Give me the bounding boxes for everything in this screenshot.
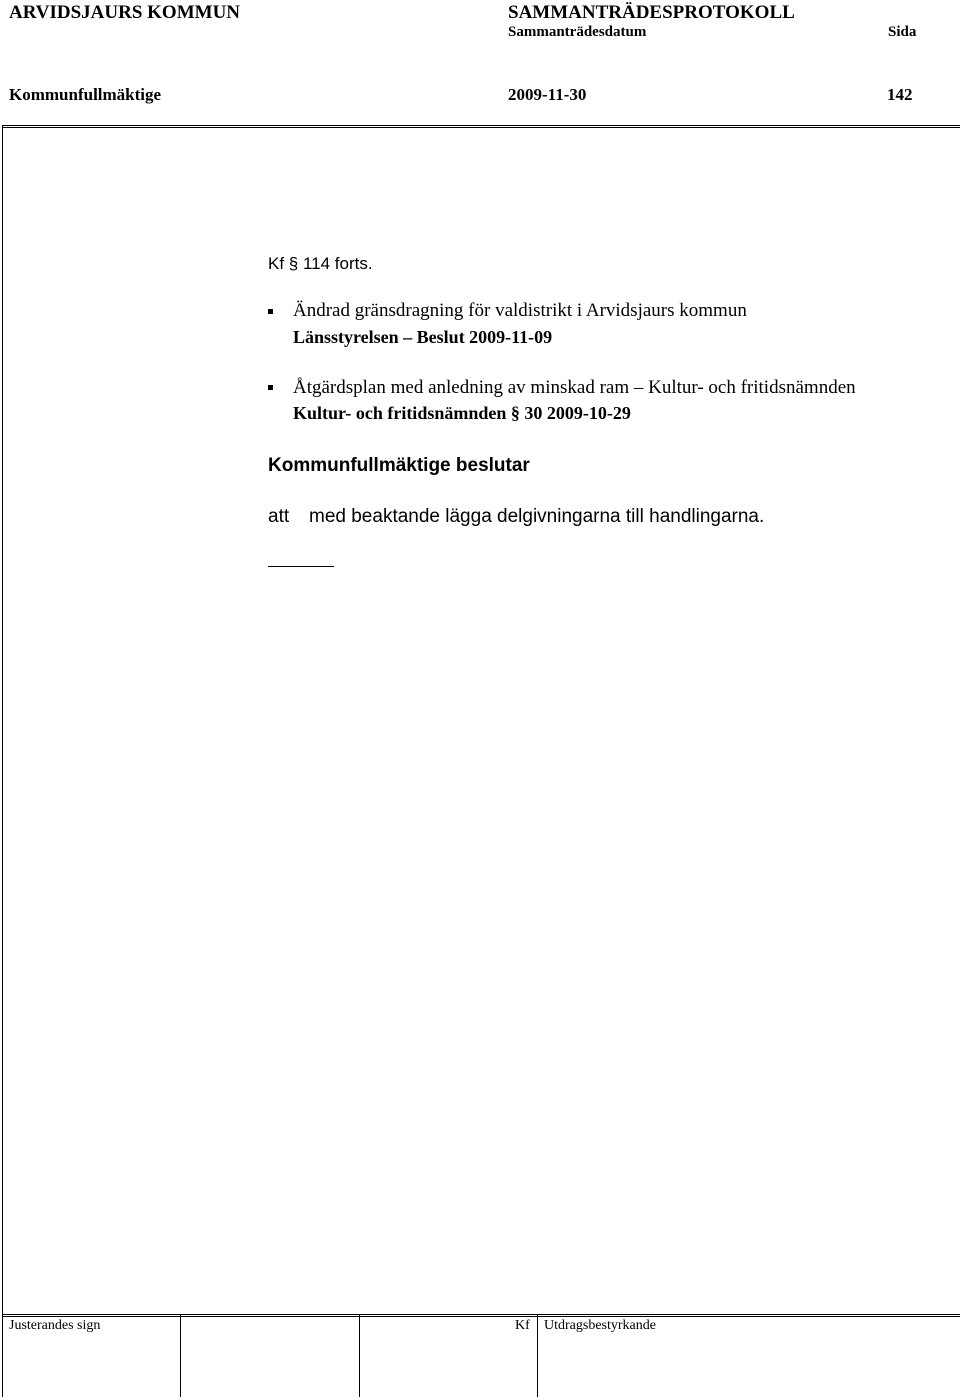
footer-sign-label: Justerandes sign <box>9 1318 101 1333</box>
page-number: 142 <box>887 85 913 104</box>
decision-att: att <box>268 506 290 527</box>
page-label: Sida <box>888 24 917 40</box>
date-label: Sammanträdesdatum <box>508 24 647 40</box>
document-type: SAMMANTRÄDESPROTOKOLL <box>508 2 795 23</box>
footer-kf-label: Kf <box>515 1318 530 1333</box>
bullet-icon <box>268 309 273 314</box>
footer-divider <box>537 1314 538 1397</box>
decision-heading: Kommunfullmäktige beslutar <box>268 455 530 476</box>
footer-divider <box>359 1314 360 1397</box>
list-item-source: Kultur- och fritidsnämnden § 30 2009-10-29 <box>293 403 631 423</box>
list-item-title: Åtgärdsplan med anledning av minskad ram – Kultur- och fritidsnämnden <box>293 377 856 398</box>
footer-extract-label: Utdragsbestyrkande <box>544 1318 656 1333</box>
meeting-body: Kommunfullmäktige <box>9 85 162 104</box>
meeting-date: 2009-11-30 <box>508 85 587 104</box>
footer-top-rule <box>2 1314 960 1315</box>
paragraph-reference: Kf § 114 forts. <box>268 254 373 273</box>
list-item-title: Ändrad gränsdragning för valdistrikt i Arvidsjaurs kommun <box>293 300 747 321</box>
list-item-source: Länsstyrelsen – Beslut 2009-11-09 <box>293 327 553 347</box>
footer-divider <box>180 1314 181 1397</box>
frame-left-rule <box>2 125 3 1397</box>
decision-text: med beaktande lägga delgivningarna till handlingarna. <box>309 506 765 527</box>
footer-top-rule-inner <box>2 1316 960 1317</box>
end-rule <box>268 566 334 567</box>
bullet-icon <box>268 385 273 390</box>
frame-top-rule <box>2 125 960 126</box>
frame-top-rule-inner <box>2 127 960 128</box>
organization-name: ARVIDSJAURS KOMMUN <box>9 2 241 23</box>
